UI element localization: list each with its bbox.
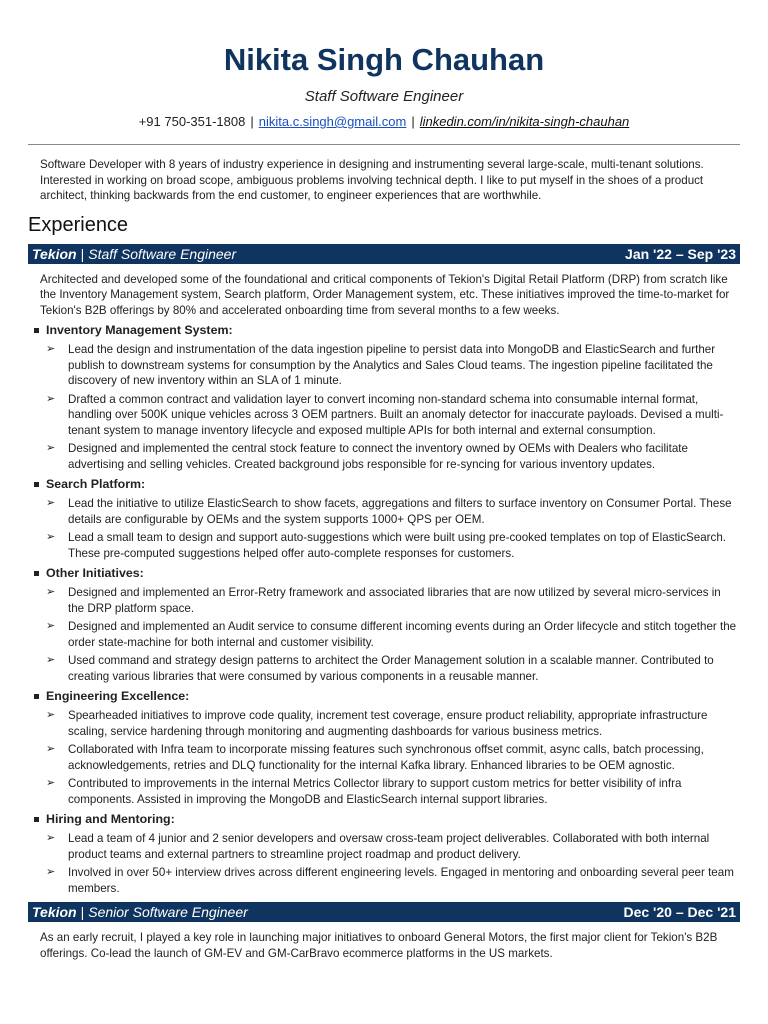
job-separator: |: [80, 245, 85, 262]
arrow-bullet-icon: ➢: [46, 654, 56, 666]
arrow-bullet-icon: ➢: [46, 743, 56, 755]
group-heading: [28, 688, 740, 705]
list-item: [28, 342, 740, 389]
group-heading: [28, 476, 740, 493]
experience-list: [28, 244, 740, 962]
group-heading: [28, 811, 740, 828]
list-item: [28, 865, 740, 896]
list-item: [28, 742, 740, 773]
list-item: [28, 708, 740, 739]
group-heading-text: Inventory Management System:: [46, 323, 233, 337]
group-heading-text: Hiring and Mentoring:: [46, 812, 175, 826]
job-header-bar: [28, 902, 740, 922]
job-company: Tekion: [32, 245, 77, 262]
list-item-text: Designed and implemented an Audit service to consume different incoming events during an Order lifecycle and stitch together the order state-machine for both internal and customer visibility.: [68, 620, 737, 649]
contact-separator: |: [250, 114, 254, 129]
arrow-bullet-icon: ➢: [46, 866, 56, 878]
square-bullet-icon: [34, 694, 39, 699]
contact-separator: |: [411, 114, 415, 129]
arrow-bullet-icon: ➢: [46, 709, 56, 721]
job-group: [28, 811, 740, 896]
job-intro: As an early recruit, I played a key role in launching major initiatives to onboard General Motors, the first major client for Tekion's B2B offerings. Co-lead the launch of GM-EV and GM-CarBravo ecommerce platforms in the US markets.: [40, 931, 718, 960]
square-bullet-icon: [34, 817, 39, 822]
list-item: [28, 441, 740, 472]
linkedin-link[interactable]: linkedin.com/in/nikita-singh-chauhan: [419, 114, 630, 129]
job-group: [28, 322, 740, 472]
job-heading: [32, 246, 236, 262]
list-item-text: Spearheaded initiatives to improve code quality, increment test coverage, ensure product reliability, appropriate infrastructure scaling, service hardening through monitoring and augmenting dashboards for various business metrics.: [68, 709, 708, 738]
list-item-text: Lead a small team to design and support auto-suggestions which were built using pre-cooked templates on top of ElasticSearch. These pre-computed suggestions helped offer auto-complete responses for customers.: [68, 531, 727, 560]
arrow-bullet-icon: ➢: [46, 343, 56, 355]
list-item: [28, 653, 740, 684]
phone-number: +91 750-351-1808: [138, 114, 246, 129]
list-item-text: Used command and strategy design patterns to architect the Order Management solution in a scalable manner. Contributed to creating various libraries that were consumed by various components in a reusable manner.: [68, 654, 714, 683]
job-intro: Architected and developed some of the foundational and critical components of Tekion's Digital Retail Platform (DRP) from scratch like the Inventory Management system, Search platform, Order Management system, etc. These initiatives improved the time-to-market for Tekion's B2B offerings by 80% and accelerated onboarding time from several months to a few weeks.: [40, 272, 730, 317]
arrow-bullet-icon: ➢: [46, 832, 56, 844]
job-group: [28, 565, 740, 684]
list-item-text: Lead a team of 4 junior and 2 senior developers and oversaw cross-team project deliverables. Collaborated with both internal product teams and external partners to streamline project roadmap and product delivery.: [68, 832, 710, 861]
arrow-bullet-icon: ➢: [46, 497, 56, 509]
candidate-name: Nikita Singh Chauhan: [223, 42, 545, 77]
square-bullet-icon: [34, 328, 39, 333]
email-link[interactable]: nikita.c.singh@gmail.com: [258, 114, 407, 129]
list-item-text: Contributed to improvements in the internal Metrics Collector library to support custom metrics for better visibility of infra components. Assisted in improving the MongoDB and ElasticSearch internal support libraries.: [68, 777, 682, 806]
arrow-bullet-icon: ➢: [46, 620, 56, 632]
job-title: Staff Software Engineer: [88, 245, 237, 262]
group-heading-text: Search Platform:: [46, 477, 146, 491]
arrow-bullet-icon: ➢: [46, 777, 56, 789]
list-item-text: Designed and implemented the central stock feature to connect the inventory owned by OEMs with Dealers who facilitate advertising and selling vehicles. Created background jobs responsible for re-syncing for various inventory updates.: [68, 442, 688, 471]
contact-line: [28, 114, 740, 130]
job-company: Tekion: [32, 904, 77, 920]
square-bullet-icon: [34, 482, 39, 487]
header-divider: [28, 144, 740, 145]
job-separator: |: [80, 904, 85, 920]
arrow-bullet-icon: ➢: [46, 442, 56, 454]
group-heading-text: Engineering Excellence:: [46, 689, 190, 703]
list-item: [28, 831, 740, 862]
arrow-bullet-icon: ➢: [46, 586, 56, 598]
job-group: [28, 476, 740, 561]
list-item: [28, 585, 740, 616]
list-item-text: Designed and implemented an Error-Retry framework and associated libraries that are now utilized by several micro-services in the DRP platform space.: [68, 586, 721, 615]
list-item-text: Collaborated with Infra team to incorporate missing features such synchronous offset commit, async calls, batch processing, acknowledgements, retries and DLQ functionality for the internal Kafka library. Enhanced libraries to be OEM agnostic.: [68, 743, 704, 772]
list-item-text: Lead the design and instrumentation of the data ingestion pipeline to persist data into MongoDB and ElasticSearch and further publish to downstream systems for consumption by the Analytics and Sales Cloud teams. The ingestion pipeline facilitated the discovery of new inventory within an SLA of 1 minute.: [68, 343, 716, 387]
job-title: Senior Software Engineer: [88, 904, 248, 920]
list-item: [28, 619, 740, 650]
list-item: [28, 392, 740, 439]
job-dates: Dec '20 – Dec '21: [623, 904, 736, 920]
candidate-role: Staff Software Engineer: [304, 88, 464, 105]
group-heading: [28, 565, 740, 582]
list-item-text: Drafted a common contract and validation layer to convert incoming non-standard schema into consumable internal format, handling over 500K unique vehicles across 3 OEM partners. Built an anomaly detector for inaccurate payloads. Devised a multi-tenant system to manage inventory lifecycle and exposed multiple APIs for both internal and external consumption.: [68, 392, 724, 437]
list-item: [28, 496, 740, 527]
group-heading: [28, 322, 740, 339]
group-heading-text: Other Initiatives:: [46, 566, 144, 580]
section-title-experience: Experience: [28, 213, 129, 236]
square-bullet-icon: [34, 571, 39, 576]
list-item: [28, 530, 740, 561]
job-heading: [32, 904, 248, 920]
list-item: [28, 776, 740, 807]
job-dates: Jan '22 – Sep '23: [625, 245, 736, 262]
arrow-bullet-icon: ➢: [46, 531, 56, 543]
arrow-bullet-icon: ➢: [46, 392, 56, 405]
job-group: [28, 688, 740, 807]
summary-paragraph: Software Developer with 8 years of industry experience in designing and instrumenting several large-scale, multi-tenant solutions. Interested in working on broad scope, ambiguous problems involving technical depth. I like to put myself in the shoes of a product architect, thinking backwards from the end customer, to engineer experiences that are worthwhile.: [40, 158, 704, 202]
list-item-text: Involved in over 50+ interview drives across different engineering levels. Engaged in mentoring and onboarding several peer team members.: [68, 866, 734, 895]
list-item-text: Lead the initiative to utilize ElasticSearch to show facets, aggregations and filters to surface inventory on Consumer Portal. These details are configurable by OEMs and the system supports 1000+ QPS per OEM.: [68, 497, 732, 526]
job-header-bar: [28, 244, 740, 264]
